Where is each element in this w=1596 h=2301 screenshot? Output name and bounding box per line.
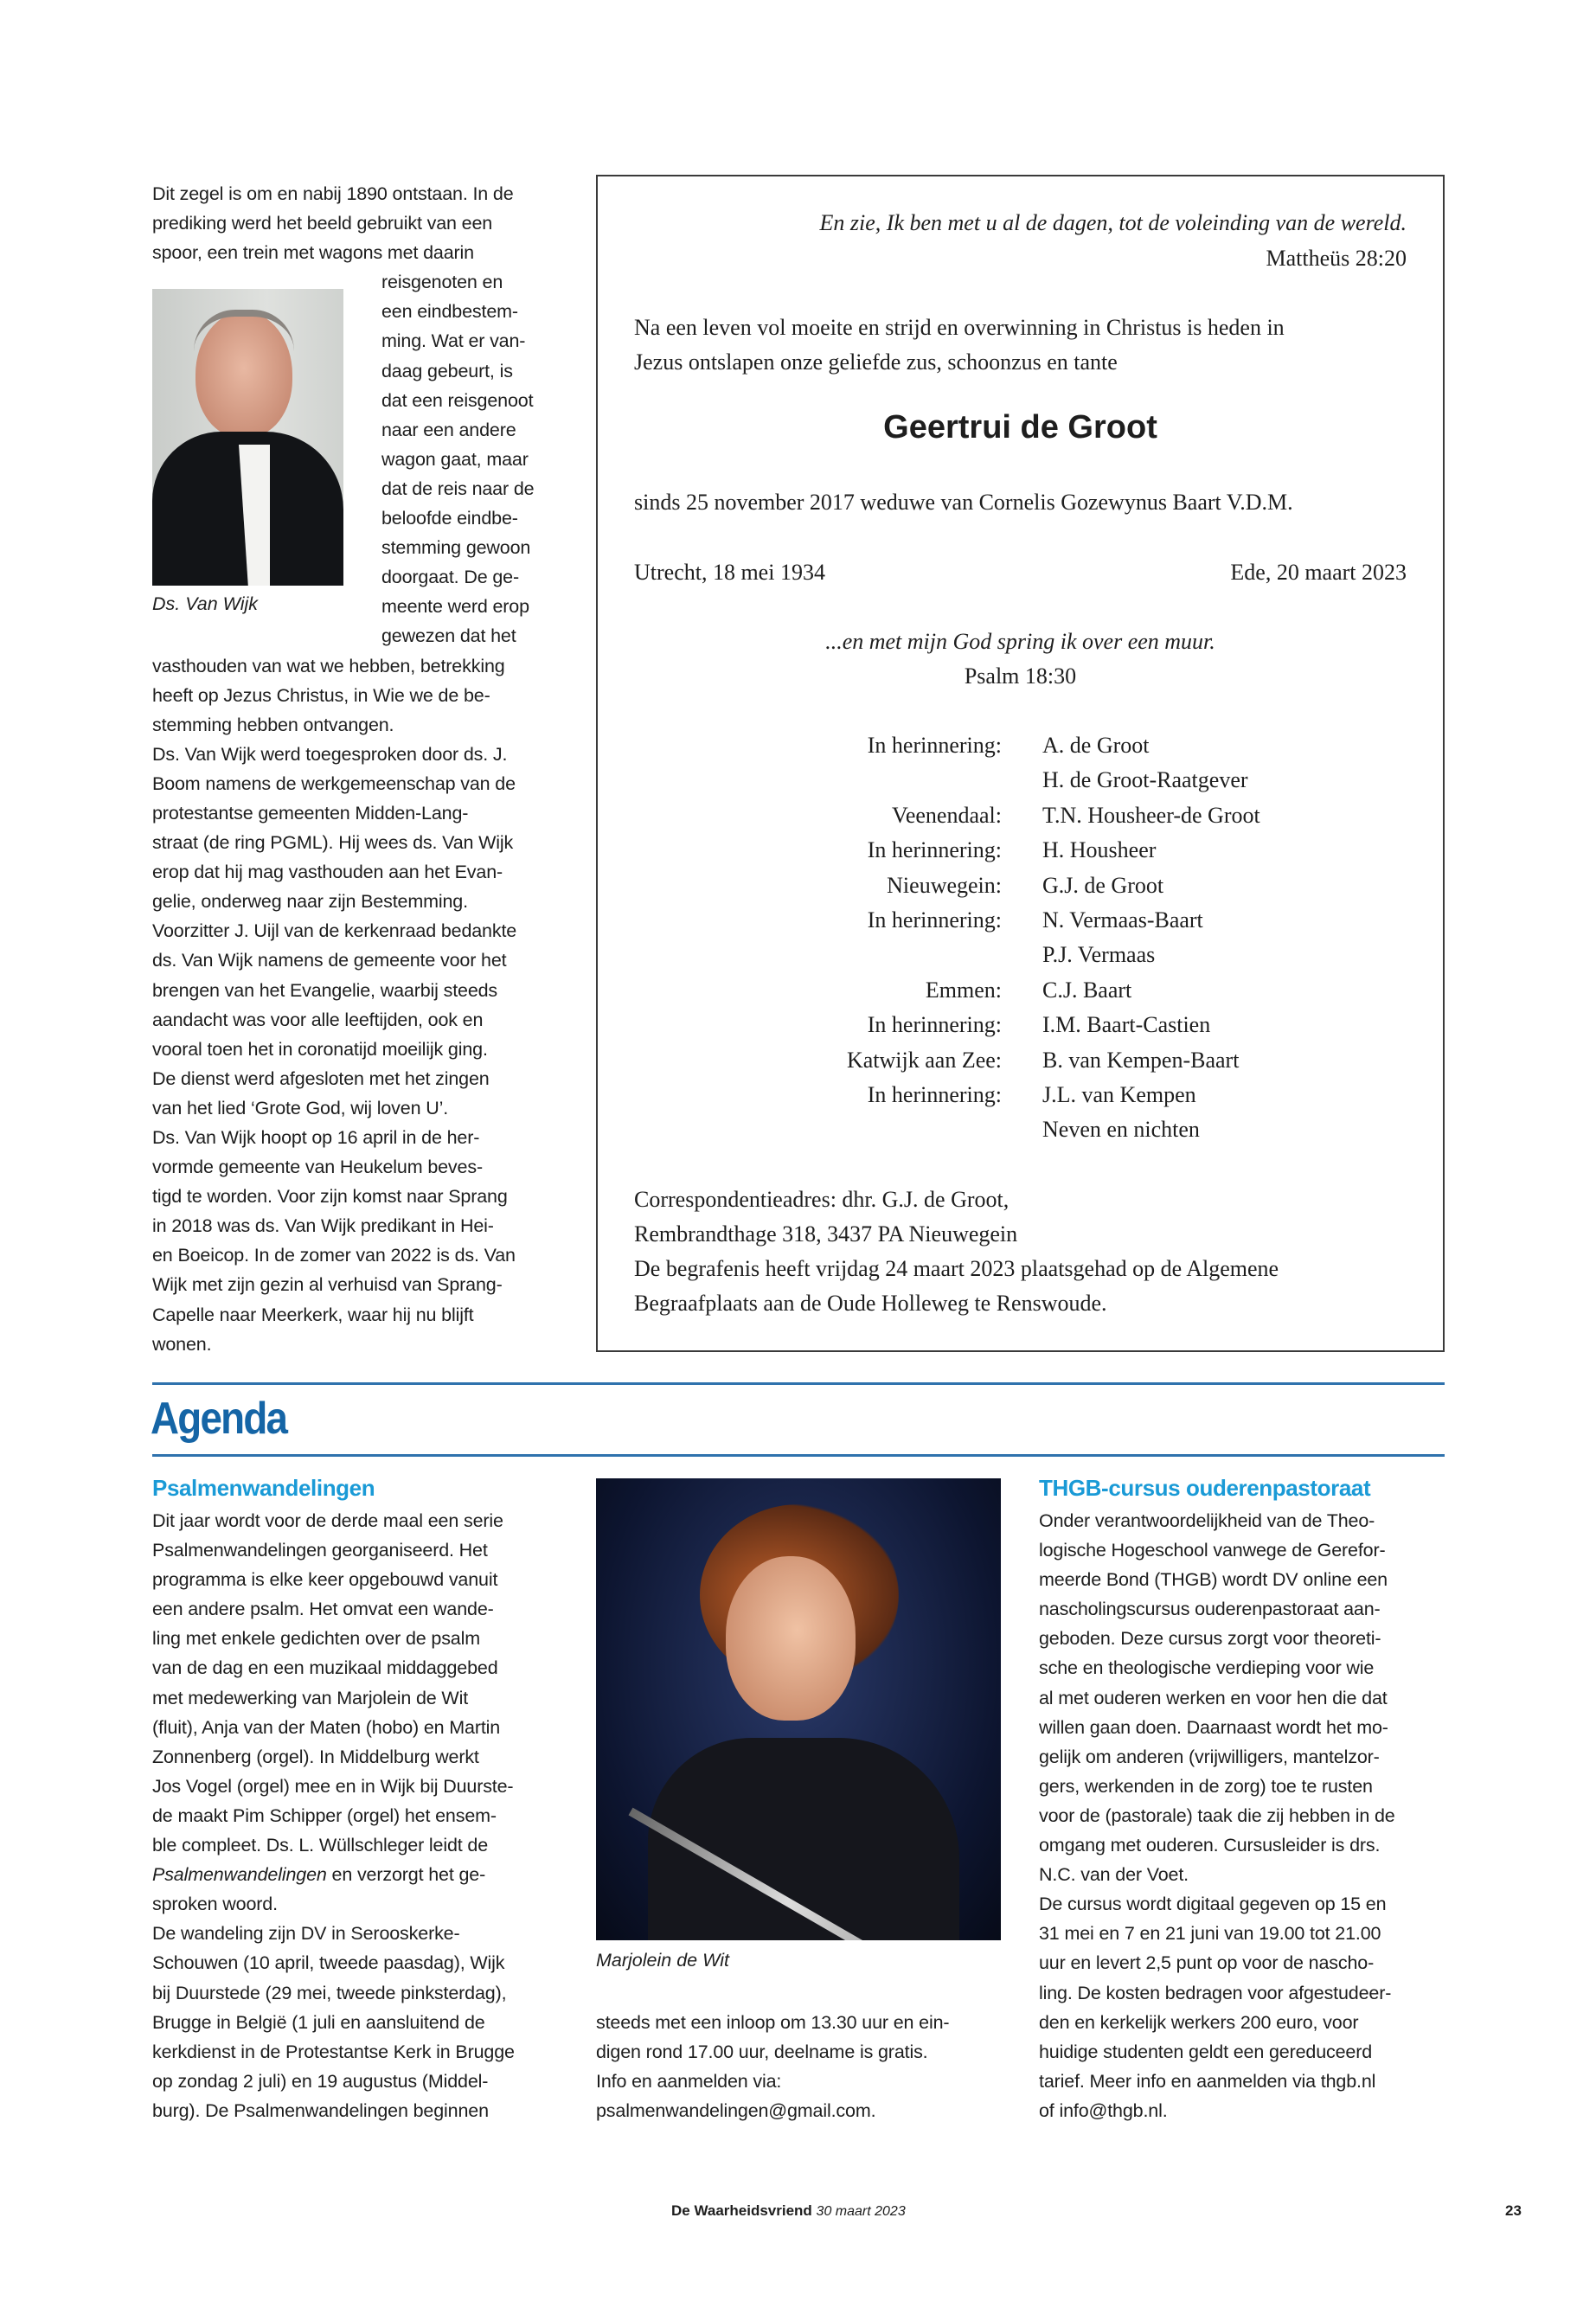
text-line: vasthouden van wat we hebben, betrekking bbox=[152, 655, 505, 676]
obituary-notice bbox=[596, 175, 1445, 1352]
text-line: digen rond 17.00 uur, deelname is gratis. bbox=[596, 2041, 928, 2063]
text-line: (fluit), Anja van der Maten (hobo) en Martin bbox=[152, 1716, 501, 1738]
text-line: spoor, een trein met wagons met daarin bbox=[152, 242, 474, 264]
text-line: psalmenwandelingen@gmail.com. bbox=[596, 2100, 876, 2122]
text-line: of info@thgb.nl. bbox=[1039, 2099, 1168, 2121]
italic-title: Psalmenwandelingen bbox=[152, 1864, 327, 1886]
text-fragment: en verzorgt het ge- bbox=[326, 1864, 486, 1886]
deceased-name: Geertrui de Groot bbox=[883, 409, 1157, 445]
text-line: van het lied ‘Grote God, wij loven U’. bbox=[152, 1097, 449, 1118]
text-line: een eindbestem- bbox=[381, 301, 518, 323]
text-line: stemming gewoon bbox=[381, 537, 531, 559]
text-line: logische Hogeschool vanwege de Gerefor- bbox=[1039, 1540, 1386, 1561]
family-member: N. Vermaas-Baart bbox=[1042, 907, 1203, 933]
text-line: Dit zegel is om en nabij 1890 ontstaan. In de bbox=[152, 183, 514, 204]
text-line: Brugge in België (1 juli en aansluitend de bbox=[152, 2011, 485, 2033]
family-place: In herinnering: bbox=[867, 1012, 1002, 1038]
text-line: steeds met een inloop om 13.30 uur en ein- bbox=[596, 2012, 950, 2033]
text-line: tigd te worden. Voor zijn komst naar Sprang bbox=[152, 1186, 508, 1208]
text-line bbox=[152, 1860, 563, 1889]
text-line: doorgaat. De ge- bbox=[381, 567, 519, 588]
family-member: T.N. Housheer-de Groot bbox=[1042, 802, 1260, 828]
text-line: nascholingscursus ouderenpastoraat aan- bbox=[1039, 1599, 1381, 1620]
text-line: meerde Bond (THGB) wordt DV online een bbox=[1039, 1569, 1388, 1591]
text-line: De dienst werd afgesloten met het zingen bbox=[152, 1067, 490, 1089]
text-line: kerkdienst in de Protestantse Kerk in Brugge bbox=[152, 2041, 515, 2062]
family-member: H. Housheer bbox=[1042, 837, 1157, 863]
text-line: erop dat hij mag vasthouden aan het Evan- bbox=[152, 862, 503, 883]
text-line: prediking werd het beeld gebruikt van een bbox=[152, 213, 493, 234]
text-line: voor de (pastorale) taak die zij hebben in de bbox=[1039, 1804, 1395, 1826]
closing-line: Rembrandthage 318, 3437 PA Nieuwegein bbox=[634, 1221, 1018, 1247]
text-line: Psalmenwandelingen georganiseerd. Het bbox=[152, 1540, 488, 1561]
thgb-heading: THGB-cursus ouderenpastoraat bbox=[1039, 1475, 1371, 1501]
closing-line: Correspondentieadres: dhr. G.J. de Groot, bbox=[634, 1187, 1010, 1212]
text-line: dat een reisgenoot bbox=[381, 389, 534, 411]
text-line: reisgenoten en bbox=[381, 272, 503, 293]
text-line: programma is elke keer opgebouwd vanuit bbox=[152, 1569, 498, 1591]
text-line: Onder verantwoordelijkheid van de Theo- bbox=[1039, 1510, 1375, 1531]
text-line: N.C. van der Voet. bbox=[1039, 1864, 1189, 1886]
text-line: Ds. Van Wijk hoopt op 16 april in de her- bbox=[152, 1127, 480, 1148]
text-line: heeft op Jezus Christus, in Wie we de be- bbox=[152, 684, 490, 706]
family-member: A. de Groot bbox=[1042, 733, 1150, 758]
divider-rule bbox=[152, 1454, 1445, 1457]
text-line: tarief. Meer info en aanmelden via thgb.nl bbox=[1039, 2070, 1376, 2092]
text-line: wonen. bbox=[152, 1333, 212, 1355]
publication-name: De Waarheidsvriend bbox=[671, 2202, 812, 2219]
text-line: Info en aanmelden via: bbox=[596, 2071, 782, 2093]
text-line: huidige studenten geldt een gereduceerd bbox=[1039, 2041, 1373, 2062]
text-line: De cursus wordt digitaal gegeven op 15 en bbox=[1039, 1894, 1387, 1915]
text-line: beloofde eindbe- bbox=[381, 508, 518, 529]
text-line: ble compleet. Ds. L. Wüllschleger leidt de bbox=[152, 1835, 489, 1856]
text-line: De wandeling zijn DV in Serooskerke- bbox=[152, 1923, 460, 1945]
text-line: op zondag 2 juli) en 19 augustus (Middel- bbox=[152, 2070, 489, 2092]
text-line: aandacht was voor alle leeftijden, ook en bbox=[152, 1009, 484, 1030]
psalmenwandelingen-text bbox=[152, 1506, 563, 2125]
family-place: In herinnering: bbox=[867, 733, 1002, 758]
text-line: bij Duurstede (29 mei, tweede pinksterdag), bbox=[152, 1982, 507, 2003]
text-line: stemming hebben ontvangen. bbox=[152, 714, 394, 735]
text-line: gelijk om anderen (vrijwilligers, mantelzor- bbox=[1039, 1746, 1380, 1767]
family-member: B. van Kempen-Baart bbox=[1042, 1047, 1240, 1073]
family-member: C.J. Baart bbox=[1042, 977, 1132, 1003]
family-place: Katwijk aan Zee: bbox=[846, 1047, 1002, 1073]
text-line: van de dag en een muzikaal middaggebed bbox=[152, 1657, 498, 1679]
text-line: ds. Van Wijk namens de gemeente voor het bbox=[152, 950, 507, 971]
text-line: gewezen dat het bbox=[381, 625, 516, 647]
text-line: een andere psalm. Het omvat een wande- bbox=[152, 1599, 494, 1620]
text-line: willen gaan doen. Daarnaast wordt het mo- bbox=[1039, 1716, 1388, 1738]
closing-line: De begrafenis heeft vrijdag 24 maart 2023 plaatsgehad op de Algemene bbox=[634, 1256, 1279, 1281]
text-line: daag gebeurt, is bbox=[381, 360, 513, 381]
obituary-widow-line: sinds 25 november 2017 weduwe van Cornelis Gozewynus Baart V.D.M. bbox=[634, 490, 1293, 515]
family-place: Emmen: bbox=[925, 977, 1002, 1003]
text-line: naar een andere bbox=[381, 419, 516, 440]
text-line: ming. Wat er van- bbox=[381, 330, 526, 352]
obituary-epigraph: En zie, Ik ben met u al de dagen, tot de voleinding van de wereld. bbox=[819, 210, 1407, 235]
obituary-epigraph-ref: Mattheüs 28:20 bbox=[1266, 246, 1407, 271]
family-member: Neven en nichten bbox=[1042, 1117, 1200, 1143]
obituary-closing bbox=[634, 1183, 1279, 1321]
psalmenwandelingen-heading: Psalmenwandelingen bbox=[152, 1475, 375, 1501]
text-line: omgang met ouderen. Cursusleider is drs. bbox=[1039, 1835, 1381, 1856]
text-line: de maakt Pim Schipper (orgel) het ensem- bbox=[152, 1804, 497, 1826]
text-line: Wijk met zijn gezin al verhuisd van Sprang- bbox=[152, 1274, 503, 1296]
text-line: burg). De Psalmenwandelingen beginnen bbox=[152, 2099, 489, 2121]
text-line: gelie, onderweg naar zijn Bestemming. bbox=[152, 891, 468, 913]
agenda-title: Agenda bbox=[151, 1394, 287, 1444]
obituary-death: Ede, 20 maart 2023 bbox=[1230, 560, 1407, 585]
text-line: uur en levert 2,5 punt op voor de nascho- bbox=[1039, 1952, 1375, 1974]
obituary-birth: Utrecht, 18 mei 1934 bbox=[634, 560, 825, 585]
obituary-intro-line: Na een leven vol moeite en strijd en overwinning in Christus is heden in bbox=[634, 315, 1285, 340]
family-member: H. de Groot-Raatgever bbox=[1042, 767, 1248, 793]
text-line: protestantse gemeenten Midden-Lang- bbox=[152, 802, 469, 824]
photo-caption-marjolein: Marjolein de Wit bbox=[596, 1950, 729, 1971]
text-line: sche en theologische verdieping voor wie bbox=[1039, 1657, 1375, 1679]
text-line: Jos Vogel (orgel) mee en in Wijk bij Duurste- bbox=[152, 1775, 514, 1797]
obituary-quote-ref: Psalm 18:30 bbox=[964, 663, 1077, 689]
text-line: vormde gemeente van Heukelum beves- bbox=[152, 1157, 483, 1178]
text-line: Ds. Van Wijk werd toegesproken door ds. J. bbox=[152, 743, 508, 765]
text-line: vooral toen het in coronatijd moeilijk ging. bbox=[152, 1038, 488, 1060]
family-member: P.J. Vermaas bbox=[1042, 942, 1156, 968]
family-member: I.M. Baart-Castien bbox=[1042, 1012, 1211, 1038]
text-line: Schouwen (10 april, tweede paasdag), Wijk bbox=[152, 1952, 505, 1974]
closing-line: Begraafplaats aan de Oude Holleweg te Renswoude. bbox=[634, 1291, 1107, 1316]
footer bbox=[671, 2202, 906, 2220]
text-line: brengen van het Evangelie, waarbij steeds bbox=[152, 979, 498, 1001]
text-line: met medewerking van Marjolein de Wit bbox=[152, 1687, 469, 1708]
text-line: ling. De kosten bedragen voor afgestudeer- bbox=[1039, 1982, 1392, 2003]
psalmenwandelingen-text-continued bbox=[596, 2008, 1003, 2125]
obituary-intro-line: Jezus ontslapen onze geliefde zus, schoonzus en tante bbox=[634, 349, 1118, 375]
text-line: geboden. Deze cursus zorgt voor theoreti- bbox=[1039, 1628, 1381, 1650]
family-member: J.L. van Kempen bbox=[1042, 1082, 1196, 1107]
text-line: ling met enkele gedichten over de psalm bbox=[152, 1628, 480, 1650]
family-place: Nieuwegein: bbox=[887, 872, 1002, 898]
family-place: Veenendaal: bbox=[891, 802, 1002, 828]
photo-ds-van-wijk bbox=[152, 289, 343, 586]
text-line: Boom namens de werkgemeenschap van de bbox=[152, 772, 516, 794]
page-number: 23 bbox=[1505, 2202, 1522, 2219]
family-place: In herinnering: bbox=[867, 837, 1002, 863]
text-line: sproken woord. bbox=[152, 1894, 278, 1915]
family-place: In herinnering: bbox=[867, 1082, 1002, 1107]
text-line: meente werd erop bbox=[381, 596, 529, 618]
family-member: G.J. de Groot bbox=[1042, 872, 1164, 898]
photo-marjolein-de-wit bbox=[596, 1478, 1001, 1940]
text-line: Zonnenberg (orgel). In Middelburg werkt bbox=[152, 1746, 479, 1767]
family-place: In herinnering: bbox=[867, 907, 1002, 933]
text-line: in 2018 was ds. Van Wijk predikant in Hei- bbox=[152, 1215, 494, 1237]
thgb-text bbox=[1039, 1506, 1450, 2125]
text-line: wagon gaat, maar bbox=[381, 448, 529, 470]
divider-rule bbox=[152, 1382, 1445, 1385]
text-line: al met ouderen werken en voor hen die dat bbox=[1039, 1687, 1388, 1708]
text-line: den en kerkelijk werkers 200 euro, voor bbox=[1039, 2011, 1359, 2033]
text-line: 31 mei en 7 en 21 juni van 19.00 tot 21.00 bbox=[1039, 1923, 1381, 1945]
text-line: straat (de ring PGML). Hij wees ds. Van Wijk bbox=[152, 832, 514, 854]
text-line: dat de reis naar de bbox=[381, 478, 535, 499]
text-line: Dit jaar wordt voor de derde maal een serie bbox=[152, 1510, 503, 1531]
text-line: Voorzitter J. Uijl van de kerkenraad bedankte bbox=[152, 920, 517, 942]
publication-date: 30 maart 2023 bbox=[816, 2204, 906, 2219]
obituary-quote: ...en met mijn God spring ik over een muur. bbox=[825, 629, 1215, 654]
text-line: en Boeicop. In de zomer van 2022 is ds. Van bbox=[152, 1245, 516, 1266]
text-line: Capelle naar Meerkerk, waar hij nu blijft bbox=[152, 1304, 474, 1325]
text-line: gers, werkenden in de zorg) toe te rusten bbox=[1039, 1775, 1373, 1797]
photo-caption-van-wijk: Ds. Van Wijk bbox=[152, 593, 259, 614]
